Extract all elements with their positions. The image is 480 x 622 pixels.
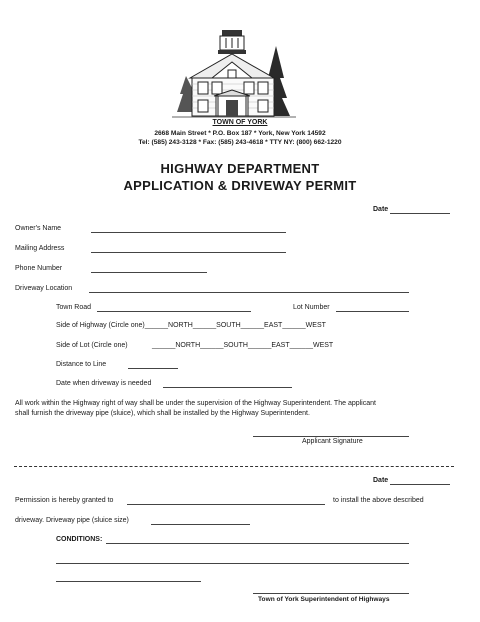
conditions-field-3[interactable] (56, 581, 201, 582)
phone-number-field[interactable] (91, 272, 207, 273)
town-road-label: Town Road (56, 304, 92, 311)
applicant-signature-label: Applicant Signature (302, 438, 363, 445)
page-title: HIGHWAY DEPARTMENT (160, 161, 320, 176)
conditions-field-1[interactable] (106, 543, 409, 544)
side-of-highway-label[interactable]: Side of Highway (Circle one)______NORTH______SOUTH______EAST______WEST (56, 322, 326, 329)
driveway-pipe-field[interactable] (151, 524, 250, 525)
permission-name-field[interactable] (127, 504, 325, 505)
driveway-location-label: Driveway Location (15, 285, 73, 292)
town-hall-illustration (172, 26, 296, 120)
town-phones: Tel: (585) 243-3128 * Fax: (585) 243-4618 * TTY NY: (800) 662-1220 (138, 139, 342, 146)
owners-name-label: Owner's Name (15, 225, 62, 232)
superintendent-label: Town of York Superintendent of Highways (258, 596, 390, 603)
separator (14, 466, 454, 467)
permission-suffix: to install the above described (333, 497, 424, 504)
mailing-address-field[interactable] (91, 252, 286, 253)
town-name: TOWN OF YORK (212, 119, 268, 126)
permit-date-label: Date (373, 477, 389, 484)
page-subtitle: APPLICATION & DRIVEWAY PERMIT (123, 178, 357, 193)
side-of-lot-options[interactable]: ______NORTH______SOUTH______EAST______WEST (152, 342, 334, 349)
town-address: 2668 Main Street * P.O. Box 187 * York, New York 14592 (154, 130, 326, 137)
date-needed-field[interactable] (163, 387, 292, 388)
side-of-lot-label: Side of Lot (Circle one) (56, 342, 128, 349)
driveway-location-field[interactable] (89, 292, 409, 293)
notice-line-2: shall furnish the driveway pipe (sluice), which shall be installed by the Highway Superintendent. (15, 410, 310, 417)
permit-date-field[interactable] (390, 484, 450, 485)
conditions-field-2[interactable] (56, 563, 409, 564)
mailing-address-label: Mailing Address (15, 245, 65, 252)
notice-line-1: All work within the Highway right of way shall be under the supervision of the Highway Superintendent. The applicant (15, 400, 376, 407)
driveway-pipe-label: driveway. Driveway pipe (sluice size) (15, 517, 129, 524)
distance-to-line-field[interactable] (128, 368, 178, 369)
applicant-signature-field[interactable] (253, 436, 409, 437)
lot-number-label: Lot Number (293, 304, 330, 311)
date-field[interactable] (390, 213, 450, 214)
conditions-label: CONDITIONS: (56, 536, 103, 543)
date-label: Date (373, 206, 389, 213)
town-road-field[interactable] (97, 311, 251, 312)
permission-label: Permission is hereby granted to (15, 497, 114, 504)
superintendent-signature-field[interactable] (253, 593, 409, 594)
distance-to-line-label: Distance to Line (56, 361, 107, 368)
lot-number-field[interactable] (336, 311, 409, 312)
date-needed-label: Date when driveway is needed (56, 380, 152, 387)
owners-name-field[interactable] (91, 232, 286, 233)
phone-number-label: Phone Number (15, 265, 63, 272)
